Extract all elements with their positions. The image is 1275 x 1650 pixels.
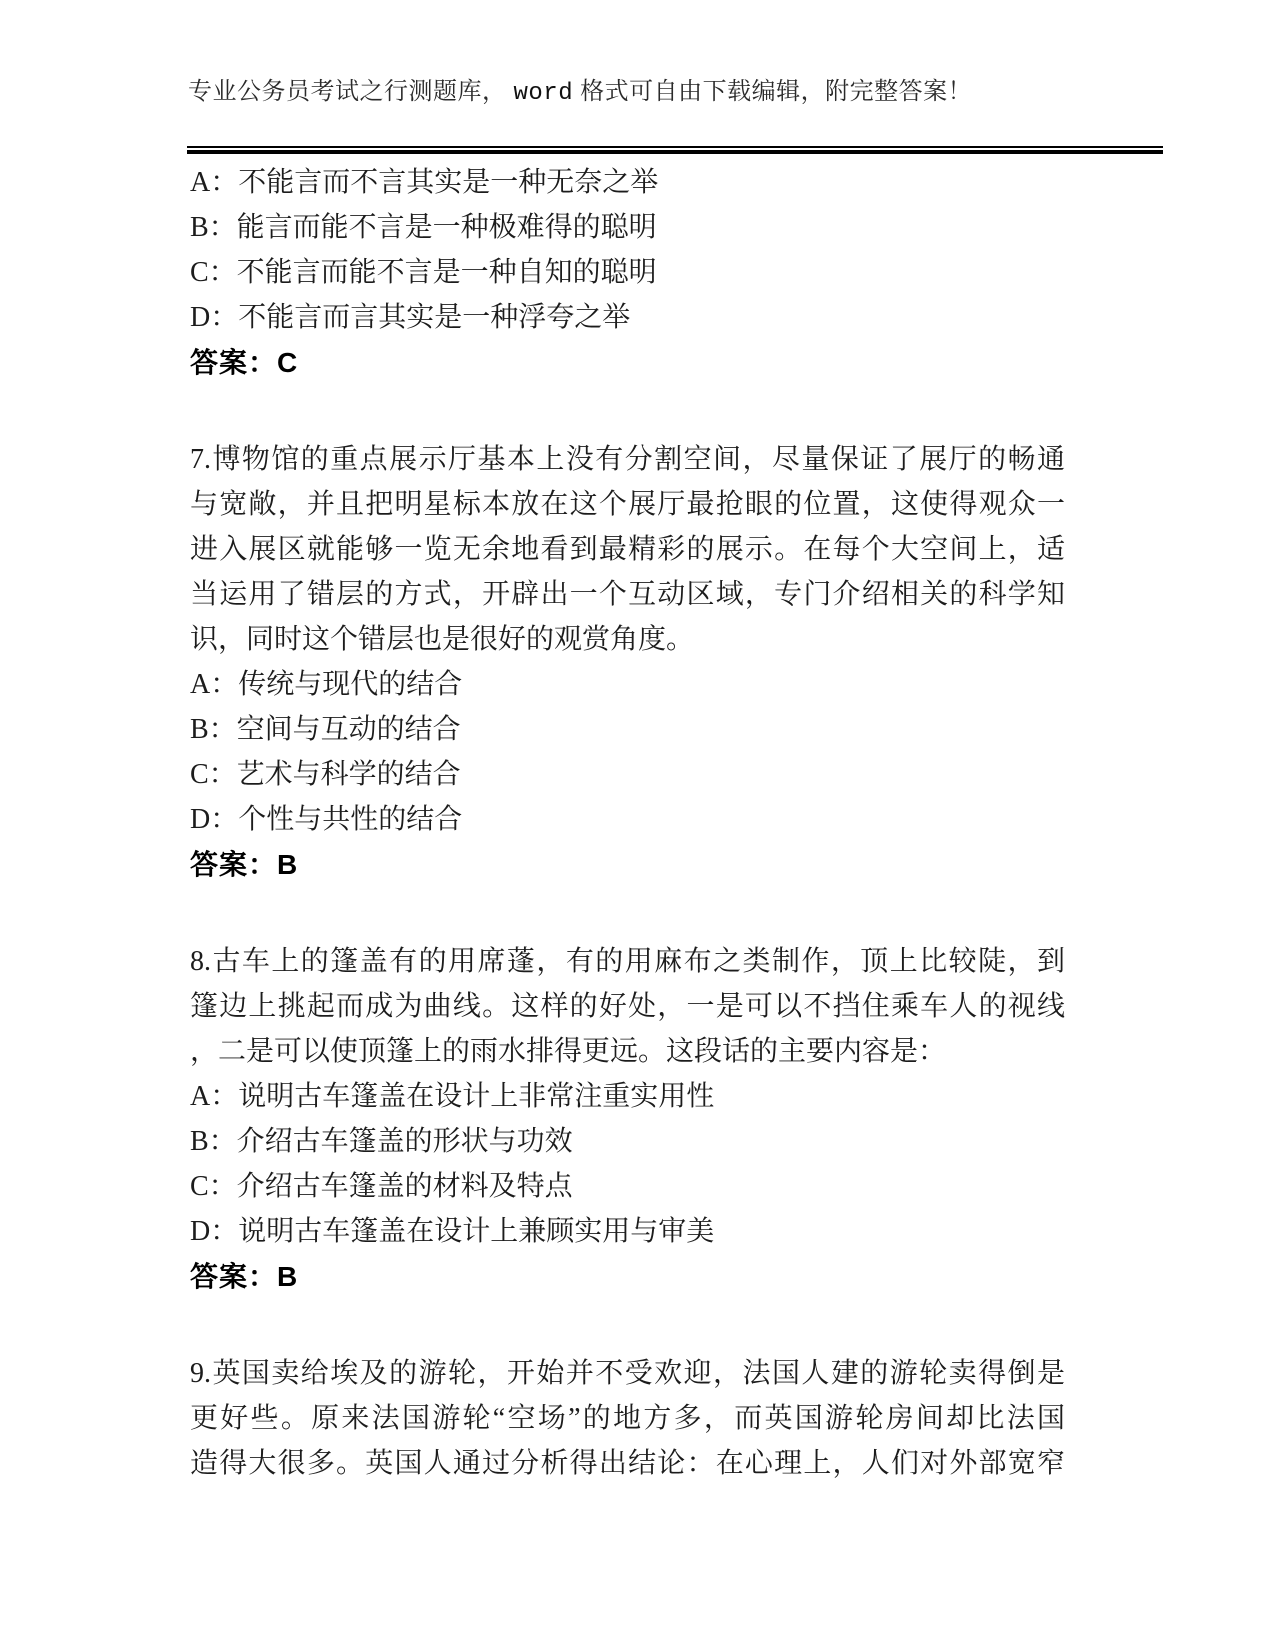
question-7-option-d: D：个性与共性的结合 [190,804,463,835]
question-8-text-line: ，二是可以使顶篷上的雨水排得更远。这段话的主要内容是： [190,1036,947,1067]
question-7-text-line: 进入展区就能够一览无余地看到最精彩的展示。在每个大空间上，适 [190,534,1065,565]
question-6-option-c: C：不能言而能不言是一种自知的聪明 [190,257,657,288]
question-8-text-line: 8.古车上的篷盖有的用席蓬，有的用麻布之类制作，顶上比较陡，到 [190,946,1065,977]
question-8-text-line: 篷边上挑起而成为曲线。这样的好处，一是可以不挡住乘车人的视线 [190,991,1065,1022]
header-title-post: 格式可自由下载编辑，附完整答案！ [580,79,973,105]
document-body [190,160,1065,1486]
header-rule-thick-line [187,150,1163,154]
question-6-option-d: D：不能言而言其实是一种浮夸之举 [190,302,631,333]
question-7-text-line: 识，同时这个错层也是很好的观赏角度。 [190,624,695,655]
question-6-option-a: A：不能言而不言其实是一种无奈之举 [190,167,659,198]
question-8-option-b: B：介绍古车篷盖的形状与功效 [190,1126,573,1157]
question-8-answer: 答案：B [190,1261,299,1292]
question-6-block [190,160,1065,385]
question-8-option-d: D：说明古车篷盖在设计上兼顾实用与审美 [190,1216,715,1247]
question-8-option-a: A：说明古车篷盖在设计上非常注重实用性 [190,1081,715,1112]
question-8-option-c: C：介绍古车篷盖的材料及特点 [190,1171,573,1202]
question-8-block [190,939,1065,1299]
header-divider-rule [187,146,1163,154]
question-6-answer: 答案：C [190,347,299,378]
question-9-text-line: 9.英国卖给埃及的游轮，开始并不受欢迎，法国人建的游轮卖得倒是 [190,1358,1065,1389]
question-9-text-line: 造得大很多。英国人通过分析得出结论：在心理上，人们对外部宽窄 [190,1448,1065,1479]
question-6-option-b: B：能言而能不言是一种极难得的聪明 [190,212,657,243]
question-7-text-line: 与宽敞，并且把明星标本放在这个展厅最抢眼的位置，这使得观众一 [190,489,1065,520]
question-7-option-b: B：空间与互动的结合 [190,714,461,745]
question-7-block [190,437,1065,887]
header-title-word: word [513,80,574,107]
question-7-text-line: 7.博物馆的重点展示厅基本上没有分割空间，尽量保证了展厅的畅通 [190,444,1065,475]
question-9-block [190,1351,1065,1486]
question-7-option-a: A：传统与现代的结合 [190,669,463,700]
page-header-title [188,76,1168,110]
question-9-text-line: 更好些。原来法国游轮“空场”的地方多，而英国游轮房间却比法国 [190,1403,1065,1434]
header-title-pre: 专业公务员考试之行测题库， [188,79,507,105]
question-7-text-line: 当运用了错层的方式，开辟出一个互动区域，专门介绍相关的科学知 [190,579,1065,610]
question-7-answer: 答案：B [190,849,299,880]
question-7-option-c: C：艺术与科学的结合 [190,759,461,790]
